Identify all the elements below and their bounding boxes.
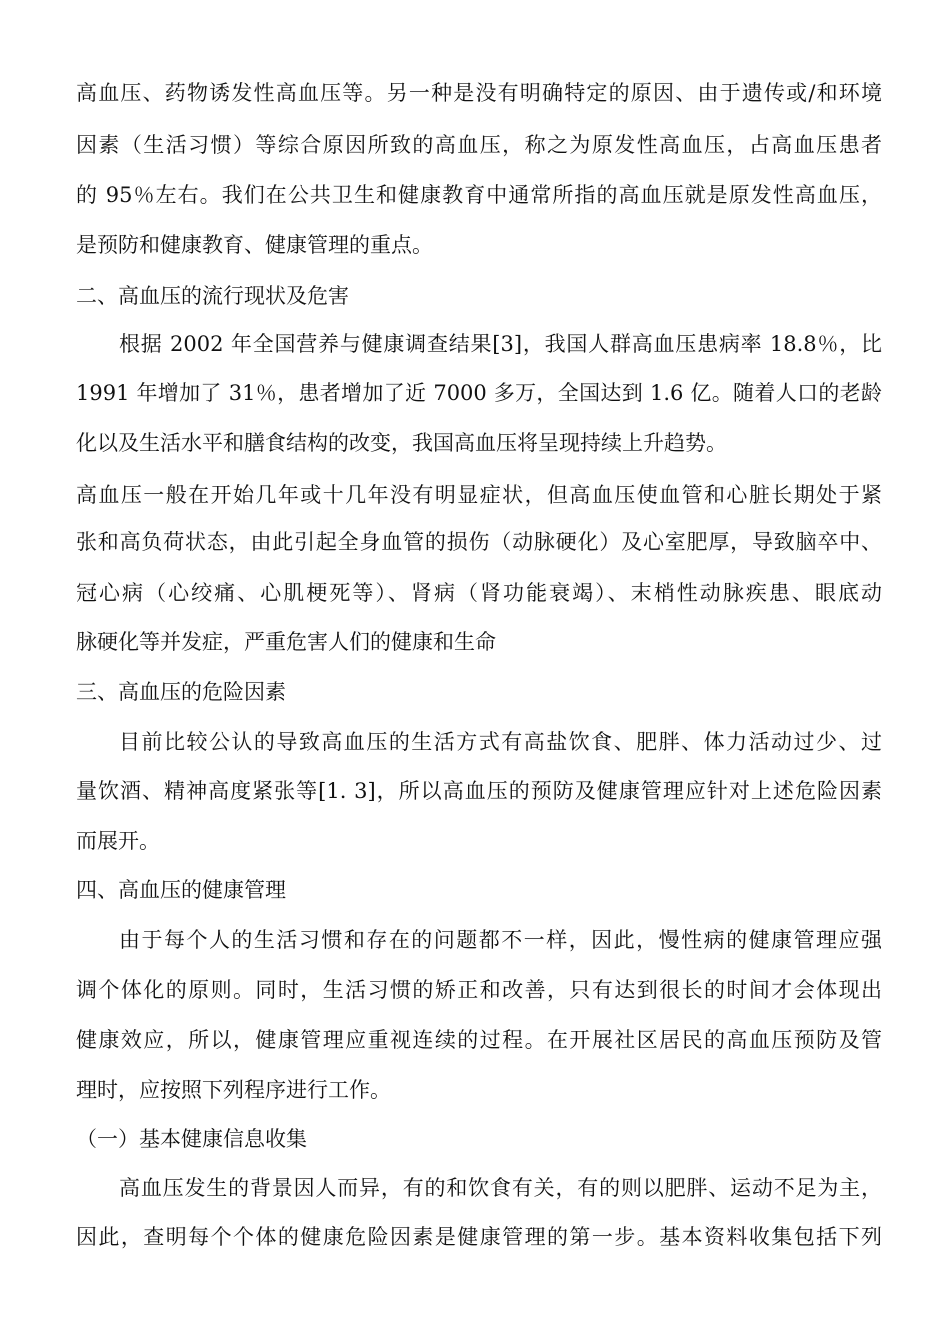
section-heading: 三、高血压的危险因素	[76, 680, 286, 704]
paragraph-line: 理时，应按照下列程序进行工作。	[76, 1078, 391, 1102]
section-heading: 二、高血压的流行现状及危害	[76, 284, 349, 308]
paragraph-line: 高血压、药物诱发性高血压等。另一种是没有明确特定的原因、由于遗传或/和环境	[76, 81, 882, 105]
paragraph-line: 因此，查明每个个体的健康危险因素是健康管理的第一步。基本资料收集包括下列	[76, 1225, 882, 1249]
subsection-heading: （一）基本健康信息收集	[76, 1127, 307, 1151]
paragraph-line: 根据 2002 年全国营养与健康调查结果[3]，我国人群高血压患病率 18.8％，比	[119, 332, 882, 356]
paragraph-line: 的 95％左右。我们在公共卫生和健康教育中通常所指的高血压就是原发性高血压，	[76, 183, 882, 207]
paragraph-line: 而展开。	[76, 829, 160, 853]
section-heading: 四、高血压的健康管理	[76, 878, 286, 902]
paragraph-line: 是预防和健康教育、健康管理的重点。	[76, 233, 433, 257]
paragraph-line: 量饮酒、精神高度紧张等[1. 3]，所以高血压的预防及健康管理应针对上述危险因素	[76, 779, 882, 803]
paragraph-line: 健康效应，所以，健康管理应重视连续的过程。在开展社区居民的高血压预防及管	[76, 1028, 882, 1052]
paragraph-line: 因素（生活习惯）等综合原因所致的高血压，称之为原发性高血压，占高血压患者	[76, 133, 882, 157]
paragraph-line: 1991 年增加了 31％，患者增加了近 7000 多万，全国达到 1.6 亿。随着人口的老龄	[76, 381, 882, 405]
paragraph-line: 高血压一般在开始几年或十几年没有明显症状，但高血压使血管和心脏长期处于紧	[76, 483, 882, 507]
paragraph-line: 由于每个人的生活习惯和存在的问题都不一样，因此，慢性病的健康管理应强	[119, 928, 882, 952]
paragraph-line: 冠心病（心绞痛、心肌梗死等）、肾病（肾功能衰竭）、末梢性动脉疾患、眼底动	[76, 581, 882, 605]
paragraph-line: 化以及生活水平和膳食结构的改变，我国高血压将呈现持续上升趋势。	[76, 431, 727, 455]
paragraph-line: 脉硬化等并发症，严重危害人们的健康和生命	[76, 630, 496, 654]
paragraph-line: 调个体化的原则。同时，生活习惯的矫正和改善，只有达到很长的时间才会体现出	[76, 978, 882, 1002]
paragraph-line: 张和高负荷状态，由此引起全身血管的损伤（动脉硬化）及心室肥厚，导致脑卒中、	[76, 530, 882, 554]
paragraph-line: 目前比较公认的导致高血压的生活方式有高盐饮食、肥胖、体力活动过少、过	[119, 730, 882, 754]
paragraph-line: 高血压发生的背景因人而异，有的和饮食有关，有的则以肥胖、运动不足为主，	[119, 1176, 882, 1200]
